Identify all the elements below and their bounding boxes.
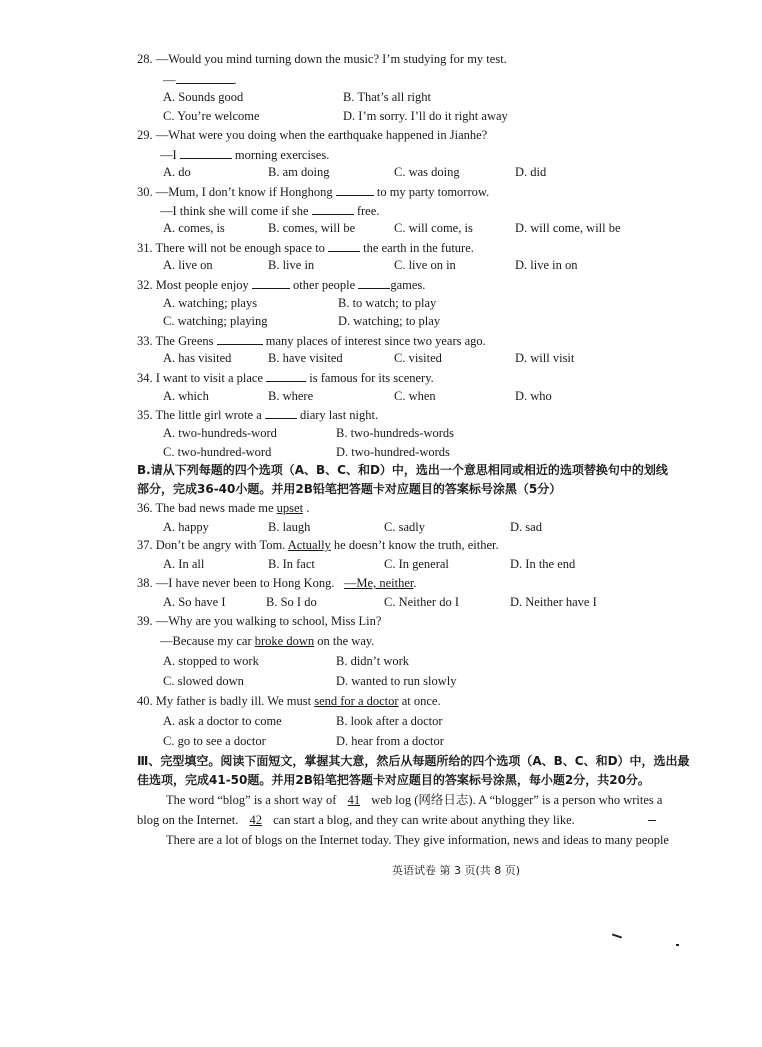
q39-option-b: B. didn’t work [336,654,410,668]
q33-option-a: A. has visited [163,351,232,365]
q32-stem: 32. Most people enjoy other people games. [137,278,426,292]
q29-option-b: B. am doing [268,165,330,179]
q38-stem: 38. —I have never been to Hong Kong. —Me, neither. [137,576,417,590]
q37-option-b: B. In fact [268,557,315,571]
q32-option-b: B. to watch; to play [338,296,437,310]
q34-option-a: A. which [163,389,209,403]
q33-option-d: D. will visit [515,351,575,365]
q33-stem: 33. The Greens many places of interest since two years ago. [137,334,486,348]
q28-option-a: A. Sounds good [163,90,244,104]
q36-stem: 36. The bad news made me upset . [137,501,310,515]
q40-stem: 40. My father is badly ill. We must send for a doctor at once. [137,694,441,708]
scan-speck [648,820,656,821]
q36-option-a: A. happy [163,520,209,534]
q39-option-d: D. wanted to run slowly [336,674,457,688]
q34-option-c: C. when [394,389,436,403]
q38-option-b: B. So I do [266,595,317,609]
q33-option-c: C. visited [394,351,442,365]
q40-option-a: A. ask a doctor to come [163,714,282,728]
q28-option-d: D. I’m sorry. I’ll do it right away [343,109,508,123]
q30-option-c: C. will come, is [394,221,473,235]
q31-option-b: B. live in [268,258,315,272]
q40-option-b: B. look after a doctor [336,714,443,728]
q34-stem: 34. I want to visit a place is famous for its scenery. [137,371,434,385]
q28-reply: — . [163,73,237,87]
q33-option-b: B. have visited [268,351,343,365]
q30-reply: —I think she will come if she free. [160,204,380,218]
q35-stem: 35. The little girl wrote a diary last night. [137,408,379,422]
q30-option-b: B. comes, will be [268,221,356,235]
q30-stem: 30. —Mum, I don’t know if Honghong to my party tomorrow. [137,185,490,199]
q31-stem: 31. There will not be enough space to the earth in the future. [137,241,474,255]
q38-option-c: C. Neither do I [384,595,459,609]
q32-option-c: C. watching; playing [163,314,268,328]
q34-option-d: D. who [515,389,552,403]
q36-option-c: C. sadly [384,520,425,534]
q29-option-c: C. was doing [394,165,460,179]
q29-reply: —I morning exercises. [160,148,330,162]
q28-option-b: B. That’s all right [343,90,431,104]
q40-option-c: C. go to see a doctor [163,734,266,748]
section-b-instruction-line2: 部分，完成36-40小题。并用2B铅笔把答题卡对应题目的答案标号涂黑（5分） [137,482,562,496]
section-3-instruction-line2: 佳选项，完成41-50题。并用2B铅笔把答题卡对应题目的答案标号涂黑，每小题2分，共20分。 [137,773,650,787]
section-b-instruction-line1: B.请从下列每题的四个选项（A、B、C、和D）中，选出一个意思相同或相近的选项替换句中的划线 [137,463,668,477]
q36-option-b: B. laugh [268,520,311,534]
q29-stem: 29. —What were you doing when the earthquake happened in Jianhe? [137,128,488,142]
q35-option-d: D. two-hundred-words [336,445,450,459]
q37-stem: 37. Don’t be angry with Tom. Actually he doesn’t know the truth, either. [137,538,499,552]
q38-option-d: D. Neither have I [510,595,597,609]
q39-reply: —Because my car broke down on the way. [160,634,375,648]
q39-stem: 39. —Why are you walking to school, Miss Lin? [137,614,382,628]
q35-option-a: A. two-hundreds-word [163,426,277,440]
q32-option-d: D. watching; to play [338,314,441,328]
q37-option-d: D. In the end [510,557,576,571]
q30-option-d: D. will come, will be [515,221,621,235]
q39-option-c: C. slowed down [163,674,244,688]
q31-option-a: A. live on [163,258,213,272]
page-footer: 英语试卷 第 3 页(共 8 页) [392,864,521,877]
q40-option-d: D. hear from a doctor [336,734,444,748]
q29-option-d: D. did [515,165,547,179]
q36-option-d: D. sad [510,520,542,534]
q37-option-a: A. In all [163,557,205,571]
passage-line-3: There are a lot of blogs on the Internet today. They give information, news and ideas to many people [166,833,669,847]
q35-option-c: C. two-hundred-word [163,445,272,459]
q31-option-c: C. live on in [394,258,456,272]
q39-option-a: A. stopped to work [163,654,259,668]
q28-stem: 28. —Would you mind turning down the music? I’m studying for my test. [137,52,507,66]
q31-option-d: D. live in on [515,258,578,272]
passage-line-1: The word “blog” is a short way of 41 web log (网络日志). A “blogger” is a person who writes a [166,793,663,807]
q35-option-b: B. two-hundreds-words [336,426,455,440]
q28-option-c: C. You’re welcome [163,109,260,123]
q34-option-b: B. where [268,389,314,403]
section-3-instruction-line1: Ⅲ、完型填空。阅读下面短文，掌握其大意，然后从每题所给的四个选项（A、B、C、和D）中，选出最 [137,754,690,768]
q37-option-c: C. In general [384,557,449,571]
scan-speck [612,934,622,939]
q32-option-a: A. watching; plays [163,296,258,310]
scan-speck [676,944,679,946]
q30-option-a: A. comes, is [163,221,225,235]
q38-option-a: A. So have I [163,595,226,609]
passage-line-2: blog on the Internet. 42 can start a blog, and they can write about anything they like. [137,813,575,827]
q29-option-a: A. do [163,165,191,179]
